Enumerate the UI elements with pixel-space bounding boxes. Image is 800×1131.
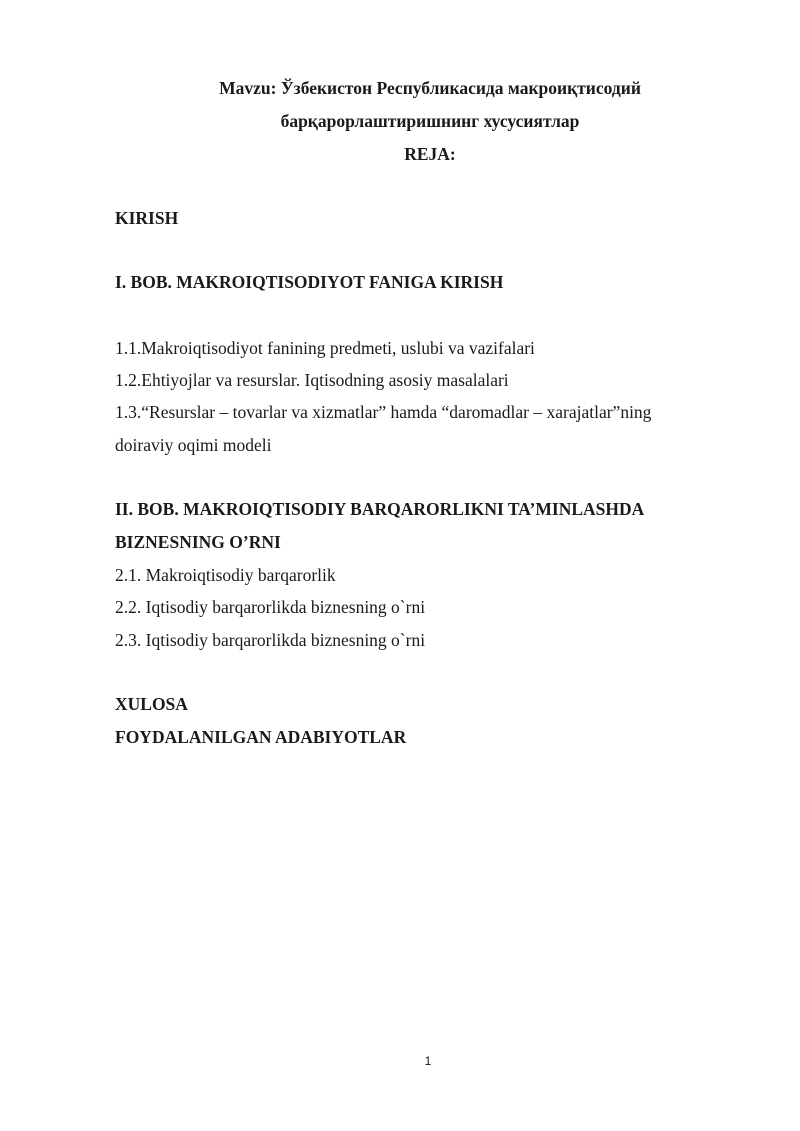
references-heading: FOYDALANILGAN ADABIYOTLAR [115, 727, 407, 747]
chapter-1-item-3-continued: doiraviy oqimi modeli [115, 435, 272, 455]
intro-heading: KIRISH [115, 208, 179, 228]
chapter-1-item-3: 1.3.“Resurslar – tovarlar va xizmatlar” hamda “daromadlar – xarajatlar”ning [115, 402, 652, 422]
chapter-1-item-1: 1.1.Makroiqtisodiyot fanining predmeti, uslubi va vazifalari [115, 338, 535, 358]
title-line-1: Mavzu: Ўзбекистон Республикасида макроиқтисодий [219, 78, 641, 98]
chapter-1-item-2: 1.2.Ehtiyojlar va resurslar. Iqtisodning asosiy masalalari [115, 370, 509, 390]
plan-heading: REJA: [404, 144, 456, 164]
chapter-2-item-2: 2.2. Iqtisodiy barqarorlikda biznesning o`rni [115, 597, 426, 617]
chapter-2-item-3: 2.3. Iqtisodiy barqarorlikda biznesning o`rni [115, 630, 426, 650]
chapter-2-item-1: 2.1. Makroiqtisodiy barqarorlik [115, 565, 336, 585]
title-line-2: барқарорлаштиришнинг хусусиятлар [280, 111, 580, 131]
chapter-1-heading: I. BOB. MAKROIQTISODIYOT FANIGA KIRISH [115, 272, 504, 292]
chapter-2-heading-line-1: II. BOB. MAKROIQTISODIY BARQARORLIKNI TA’MINLASHDA [115, 499, 645, 519]
conclusion-heading: XULOSA [115, 694, 188, 714]
page-number: 1 [424, 1054, 432, 1068]
chapter-2-heading-line-2: BIZNESNING O’RNI [115, 532, 281, 552]
